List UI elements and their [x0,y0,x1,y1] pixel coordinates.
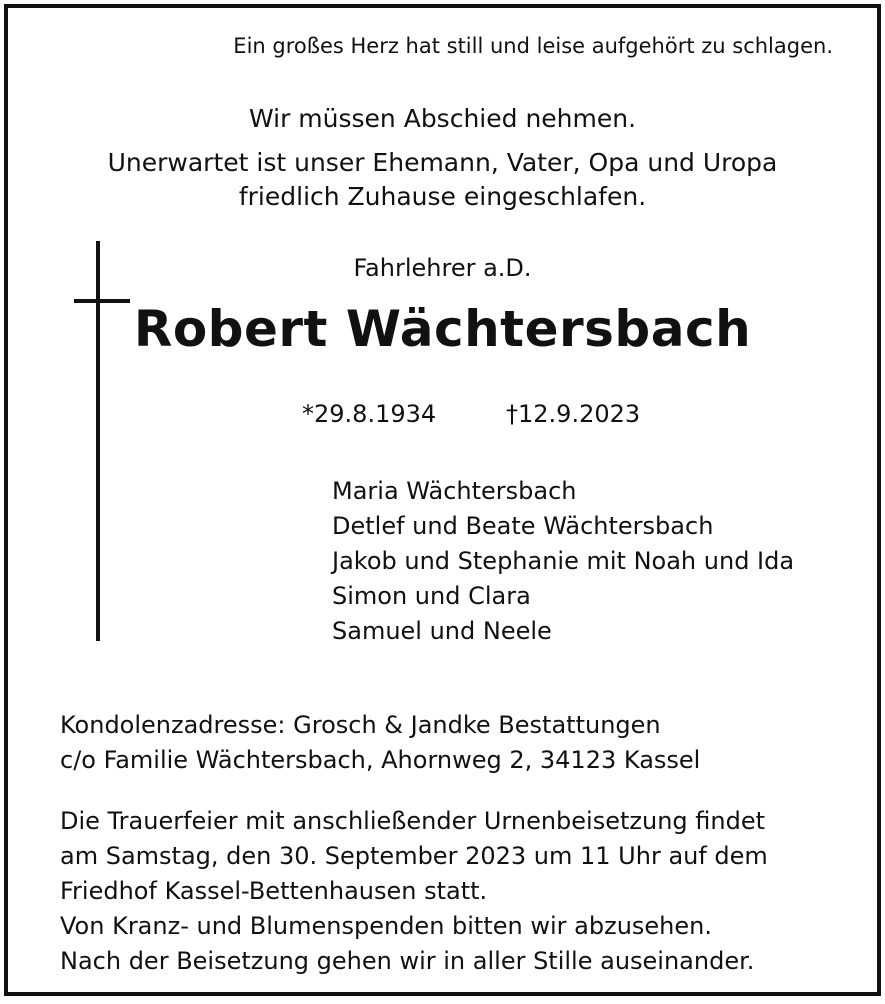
condolence-line: Kondolenzadresse: Grosch & Jandke Bestattungen [60,711,661,739]
ceremony-line: Die Trauerfeier mit anschließender Urnenbeisetzung findet [60,807,766,835]
ceremony-line: Friedhof Kassel-Bettenhausen statt. [60,877,488,905]
ceremony-info [60,804,768,979]
ceremony-line: am Samstag, den 30. September 2023 um 11 Uhr auf dem [60,842,768,870]
family-member: Maria Wächtersbach [332,477,577,505]
family-member: Jakob und Stephanie mit Noah und Ida [332,547,795,575]
opening-quote: Ein großes Herz hat still und leise aufgehört zu schlagen. [233,34,833,58]
ceremony-line: Nach der Beisetzung gehen wir in aller Stille auseinander. [60,947,755,975]
family-list [332,474,794,649]
intro-line-1: Wir müssen Abschied nehmen. [248,104,637,133]
family-member: Simon und Clara [332,582,531,610]
death-date: †12.9.2023 [506,400,641,428]
birth-date: *29.8.1934 [302,400,437,428]
ceremony-line: Von Kranz- und Blumenspenden bitten wir abzusehen. [60,912,712,940]
obituary-notice [4,4,881,996]
deceased-title: Fahrlehrer a.D. [353,254,532,282]
family-member: Detlef und Beate Wächtersbach [332,512,714,540]
deceased-name: Robert Wächtersbach [133,300,752,358]
intro-line-3: friedlich Zuhause eingeschlafen. [238,182,647,211]
family-member: Samuel und Neele [332,617,552,645]
condolence-line: c/o Familie Wächtersbach, Ahornweg 2, 34123 Kassel [60,746,701,774]
intro-line-2: Unerwartet ist unser Ehemann, Vater, Opa und Uropa [107,148,778,177]
condolence-address [60,708,700,778]
